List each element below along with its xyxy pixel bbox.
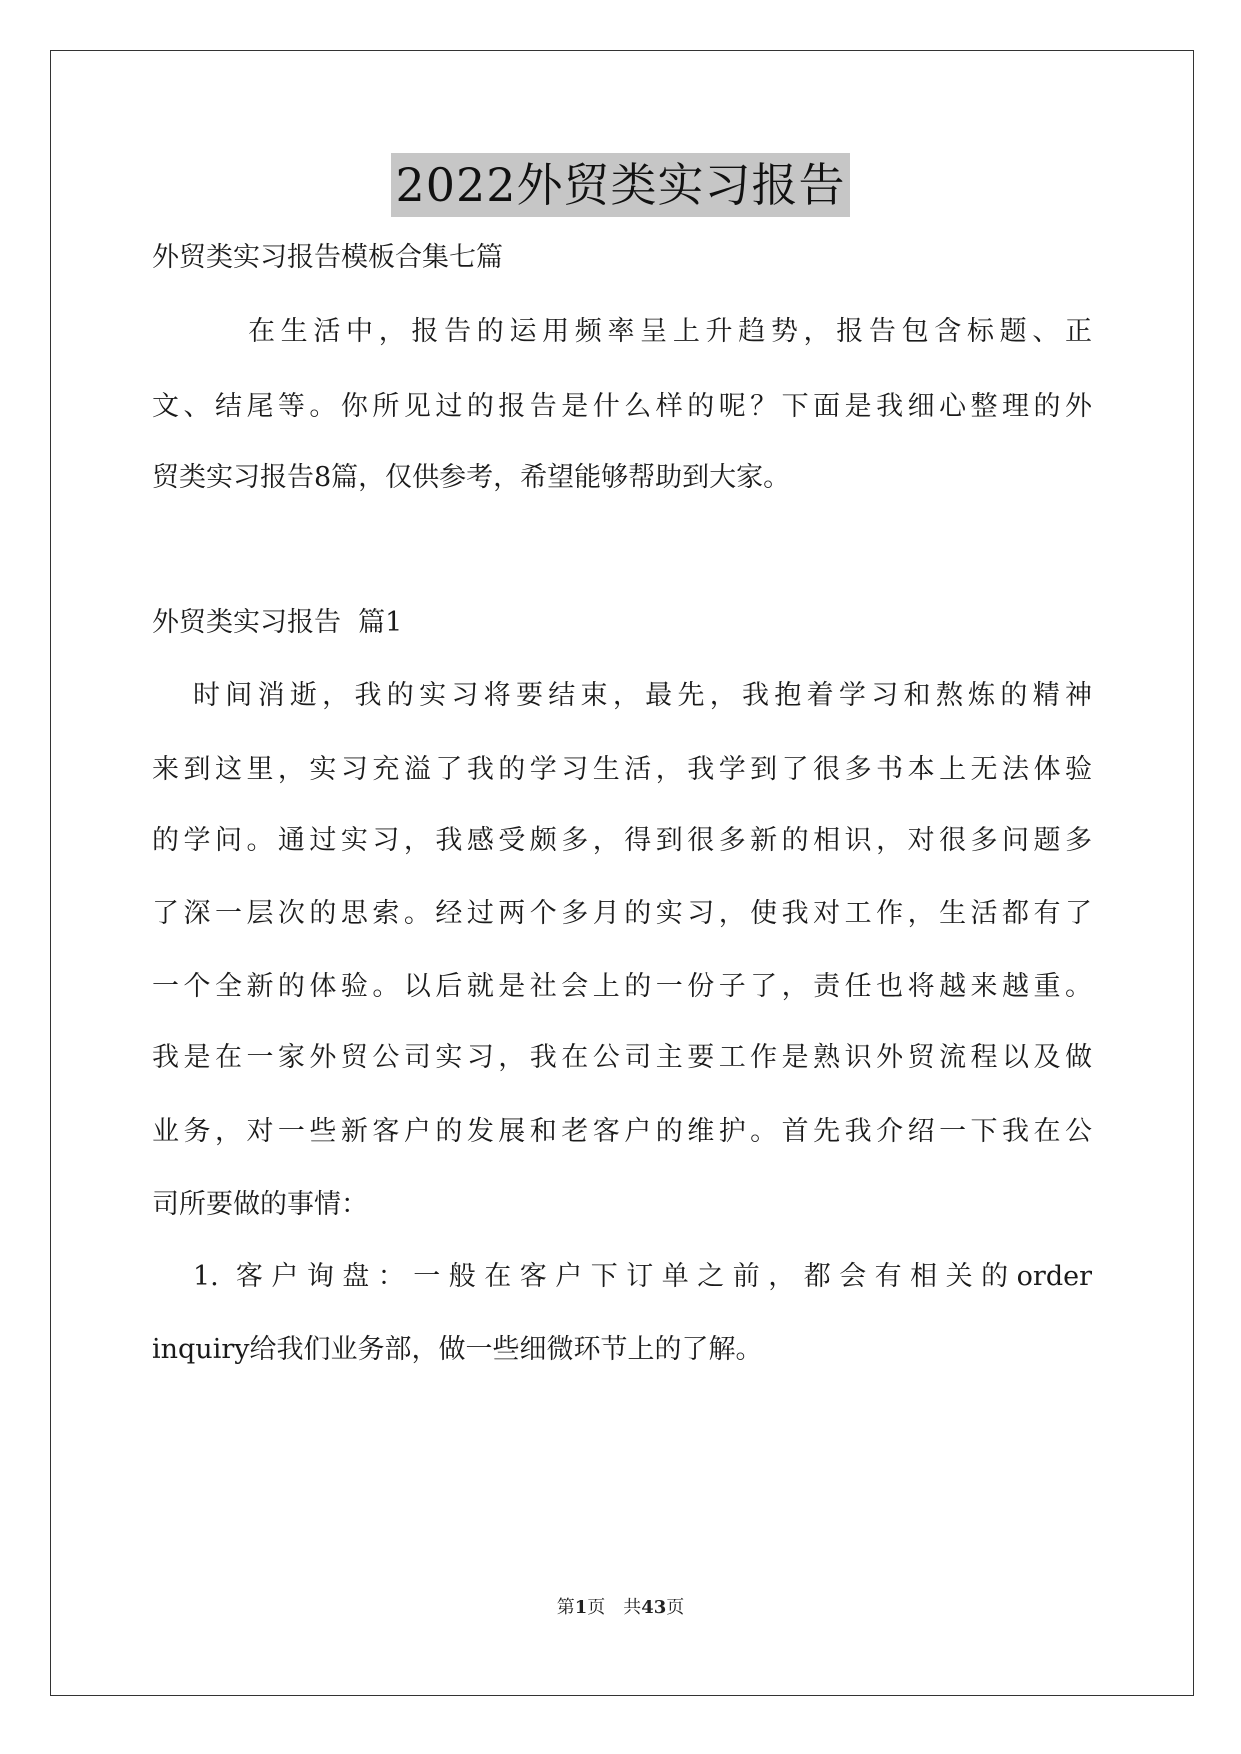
footer-total-pages: 43 bbox=[641, 1597, 667, 1618]
footer-total-prefix: 共 bbox=[623, 1597, 642, 1618]
intro-line-3: 贸类实习报告8篇，仅供参考，希望能够帮助到大家。 bbox=[152, 462, 791, 493]
footer-page-prefix: 第 bbox=[556, 1597, 575, 1618]
intro-line-2: 文、结尾等。你所见过的报告是什么样的呢？下面是我细心整理的外 bbox=[152, 391, 1092, 422]
title-container bbox=[0, 153, 1241, 217]
body-line-3: 的学问。通过实习，我感受颇多，得到很多新的相识，对很多问题多 bbox=[152, 825, 1092, 856]
body-line-6: 我是在一家外贸公司实习，我在公司主要工作是熟识外贸流程以及做 bbox=[152, 1042, 1092, 1073]
footer-page-number: 1 bbox=[574, 1597, 588, 1618]
body-line-10: inquiry给我们业务部，做一些细微环节上的了解。 bbox=[152, 1334, 763, 1365]
document-title: 2022外贸类实习报告 bbox=[391, 153, 849, 217]
body-line-4: 了深一层次的思索。经过两个多月的实习，使我对工作，生活都有了 bbox=[152, 898, 1092, 929]
footer-page-suffix: 页 bbox=[587, 1597, 606, 1618]
page-border bbox=[50, 50, 1194, 1696]
body-line-9: 1. 客户询盘：一般在客户下订单之前，都会有相关的order bbox=[193, 1261, 1092, 1292]
body-line-5: 一个全新的体验。以后就是社会上的一份子了，责任也将越来越重。 bbox=[152, 971, 1092, 1002]
page-footer bbox=[0, 1596, 1241, 1620]
body-line-1: 时间消逝，我的实习将要结束，最先，我抱着学习和熬炼的精神 bbox=[193, 680, 1092, 711]
body-line-8: 司所要做的事情： bbox=[152, 1189, 368, 1220]
body-line-2: 来到这里，实习充溢了我的学习生活，我学到了很多书本上无法体验 bbox=[152, 754, 1092, 785]
section-heading: 外贸类实习报告 篇1 bbox=[152, 607, 403, 638]
body-line-7: 业务，对一些新客户的发展和老客户的维护。首先我介绍一下我在公 bbox=[152, 1116, 1092, 1147]
document-subtitle: 外贸类实习报告模板合集七篇 bbox=[152, 242, 503, 273]
intro-line-1: 在生活中，报告的运用频率呈上升趋势，报告包含标题、正 bbox=[248, 316, 1092, 347]
footer-total-suffix: 页 bbox=[666, 1597, 685, 1618]
